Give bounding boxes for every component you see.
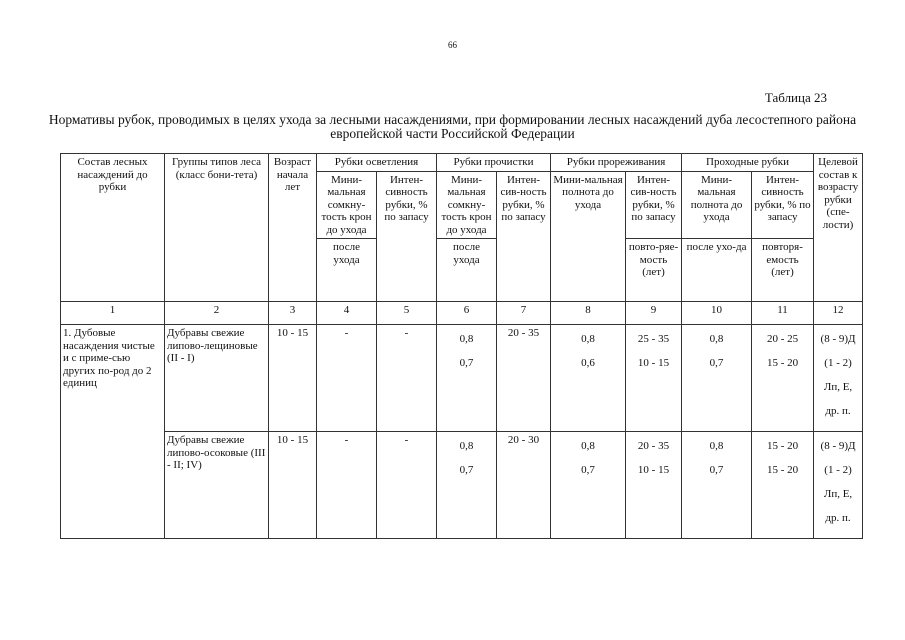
row-forest-type: Дубравы свежие липово-лещиновые (II - I) <box>165 325 269 432</box>
header-start-age: Возраст начала лет <box>269 154 317 302</box>
row-c4: - <box>317 325 377 432</box>
cell-value: (1 - 2) <box>824 357 852 369</box>
row-c9 <box>626 432 682 539</box>
row-c10 <box>682 432 752 539</box>
row-c4: - <box>317 432 377 539</box>
column-number: 1 <box>61 302 165 325</box>
column-number: 8 <box>551 302 626 325</box>
table-row <box>61 432 863 539</box>
cell-value: Лп, Е, <box>823 488 853 500</box>
header-intensity-prohod: Интен-сивность рубки, % по запасу <box>752 171 814 239</box>
column-number: 9 <box>626 302 682 325</box>
cell-value: 25 - 35 <box>637 333 670 345</box>
row-c7: 20 - 35 <box>497 325 551 432</box>
header-prohodnye: Проходные рубки <box>682 154 814 172</box>
row-c12 <box>814 325 863 432</box>
row-c8 <box>551 325 626 432</box>
column-number: 10 <box>682 302 752 325</box>
cell-value: Лп, Е, <box>823 381 853 393</box>
column-number: 4 <box>317 302 377 325</box>
cell-value: 0,8 <box>459 440 474 452</box>
column-number: 3 <box>269 302 317 325</box>
row-c7: 20 - 30 <box>497 432 551 539</box>
table-label: Таблица 23 <box>764 90 827 105</box>
cell-value: др. п. <box>825 512 851 524</box>
cell-value: 0,6 <box>581 357 595 369</box>
header-min-closure-osvetl: Мини-мальная сомкну-тость крон до ухода <box>317 171 377 239</box>
cell-value: 0,8 <box>709 333 724 345</box>
header-min-density-prohod: Мини-мальная полнота до ухода <box>682 171 752 239</box>
cell-value: 0,8 <box>709 440 724 452</box>
header-prorezhivanie: Рубки прореживания <box>551 154 682 172</box>
header-after-care-osvetl: после ухода <box>317 239 377 302</box>
row-c8 <box>551 432 626 539</box>
header-osvetlenie: Рубки осветления <box>317 154 437 172</box>
column-number-row <box>61 302 863 325</box>
row-age: 10 - 15 <box>269 325 317 432</box>
row-c5: - <box>377 325 437 432</box>
header-intensity-prochist: Интен-сив-ность рубки, % по запасу <box>497 171 551 302</box>
header-composition: Состав лесных насаждений до рубки <box>61 154 165 302</box>
cell-value: 20 - 25 <box>766 333 799 345</box>
row-age: 10 - 15 <box>269 432 317 539</box>
row-c11 <box>752 325 814 432</box>
row-c5: - <box>377 432 437 539</box>
page-number: 66 <box>448 40 457 50</box>
row-c6 <box>437 432 497 539</box>
cell-value: 10 - 15 <box>637 357 670 369</box>
cell-value: 0,8 <box>581 333 595 345</box>
column-number: 5 <box>377 302 437 325</box>
cell-value: 10 - 15 <box>637 464 670 476</box>
header-intensity-prorezh: Интен-сив-ность рубки, % по запасу <box>626 171 682 239</box>
column-number: 7 <box>497 302 551 325</box>
header-repeat-prorezh: повто-ряе-мость (лет) <box>626 239 682 302</box>
header-repeat-prohod: повторя-емость (лет) <box>752 239 814 302</box>
header-forest-type: Группы типов леса (класс бони-тета) <box>165 154 269 302</box>
cell-value: 20 - 35 <box>637 440 670 452</box>
header-row-groups <box>61 154 863 172</box>
cell-value: 0,7 <box>581 464 595 476</box>
norms-table <box>60 153 863 539</box>
cell-value: 0,7 <box>709 464 724 476</box>
table-row <box>61 325 863 432</box>
header-after-care-prohod: после ухо-да <box>682 239 752 302</box>
row-c11 <box>752 432 814 539</box>
cell-value: 15 - 20 <box>766 357 799 369</box>
cell-value: 0,8 <box>459 333 474 345</box>
cell-value: 15 - 20 <box>766 440 799 452</box>
header-min-density-prorezh: Мини-мальная полнота до ухода <box>551 171 626 302</box>
cell-value: 0,7 <box>709 357 724 369</box>
cell-value: (8 - 9)Д <box>820 333 856 345</box>
header-intensity-osvetl: Интен-сивность рубки, % по запасу <box>377 171 437 302</box>
table-title: Нормативы рубок, проводимых в целях ухода за лесными насаждениями, при формировании лесных насаждений дуба лесостепного района европейской части Российской Федерации <box>48 112 857 141</box>
cell-value: 0,7 <box>459 357 474 369</box>
cell-value: 0,8 <box>581 440 595 452</box>
column-number: 2 <box>165 302 269 325</box>
cell-value: др. п. <box>825 405 851 417</box>
row-c10 <box>682 325 752 432</box>
row-c12 <box>814 432 863 539</box>
column-number: 12 <box>814 302 863 325</box>
column-number: 11 <box>752 302 814 325</box>
cell-value: (1 - 2) <box>824 464 852 476</box>
row-c9 <box>626 325 682 432</box>
column-number: 6 <box>437 302 497 325</box>
cell-value: 0,7 <box>459 464 474 476</box>
cell-value: 15 - 20 <box>766 464 799 476</box>
header-prochistka: Рубки прочистки <box>437 154 551 172</box>
row-forest-type: Дубравы свежие липово-осоковые (III - II; IV) <box>165 432 269 539</box>
row-composition: 1. Дубовые насаждения чистые и с приме-сью других по-род до 2 единиц <box>61 325 165 539</box>
cell-value: (8 - 9)Д <box>820 440 856 452</box>
header-target-composition: Целевой состав к возрасту рубки (спе-лости) <box>814 154 863 302</box>
header-min-closure-prochist: Мини-мальная сомкну-тость крон до ухода <box>437 171 497 239</box>
row-c6 <box>437 325 497 432</box>
header-after-care-prochist: после ухода <box>437 239 497 302</box>
